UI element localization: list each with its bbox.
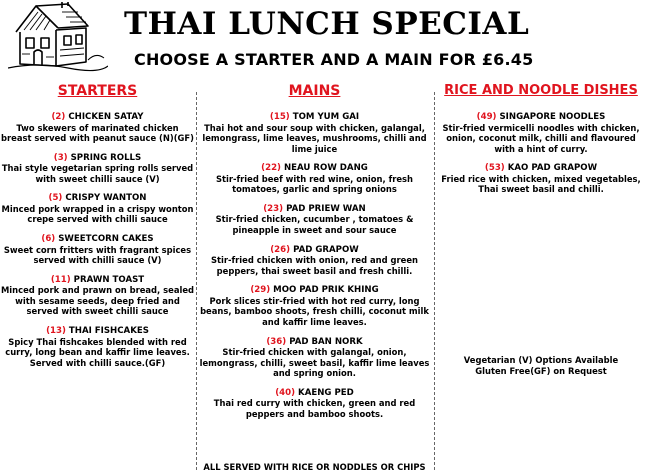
starters-heading: STARTERS xyxy=(57,83,138,99)
house-sketch-icon xyxy=(8,2,108,72)
menu-item xyxy=(197,285,432,327)
menu-item xyxy=(197,388,432,420)
item-number: (29) xyxy=(250,285,271,296)
menu-item xyxy=(0,326,195,368)
menu-item xyxy=(197,163,432,195)
item-number: (22) xyxy=(261,163,281,174)
item-description: Spicy Thai fishcakes blended with red curry, long bean and kaffir lime leaves. Served with chilli sauce.(GF) xyxy=(5,336,190,368)
item-number: (15) xyxy=(269,112,290,122)
item-number: (53) xyxy=(484,163,505,174)
menu-item xyxy=(0,112,195,144)
item-name: PAD PRIEW WAN xyxy=(286,203,366,214)
item-name: NEAU ROW DANG xyxy=(283,163,368,174)
item-description: Two skewers of marinated chicken breast served with peanut sauce (N)(GF) xyxy=(1,122,194,144)
menu-item xyxy=(0,153,195,185)
page-subtitle: CHOOSE A STARTER AND A MAIN FOR £6.45 xyxy=(134,50,534,69)
item-name: KAENG PED xyxy=(298,387,354,398)
menu-item xyxy=(197,245,432,277)
mains-column xyxy=(197,82,432,429)
mains-heading: MAINS xyxy=(288,83,341,99)
vegetarian-note: Vegetarian (V) Options Available xyxy=(463,355,619,365)
item-name: KAO PAD GRAPOW xyxy=(507,163,598,174)
item-number: (13) xyxy=(46,326,66,337)
item-description: Stir-fried beef with red wine, onion, fresh tomatoes, garlic and spring onions xyxy=(215,173,414,195)
item-name: SWEETCORN CAKES xyxy=(58,234,154,245)
item-name: TOM YUM GAI xyxy=(292,112,360,122)
item-description: Fried rice with chicken, mixed vegetables, Thai sweet basil and chilli. xyxy=(441,173,641,195)
item-description: Thai style vegetarian spring rolls served with sweet chilli sauce (V) xyxy=(1,163,194,184)
item-name: PRAWN TOAST xyxy=(73,274,145,285)
served-with-note: ALL SERVED WITH RICE OR NODDLES OR CHIPS xyxy=(203,462,426,472)
item-number: (6) xyxy=(41,234,56,245)
item-number: (49) xyxy=(476,112,497,122)
menu-item xyxy=(197,204,432,236)
item-number: (2) xyxy=(51,112,66,122)
item-description: Minced pork wrapped in a crispy wonton crepe served with chilli sauce xyxy=(1,203,194,225)
rice-noodle-column xyxy=(437,82,645,204)
item-description: Stir-fried vermicelli noodles with chicken, onion, coconut milk, chilli and flavoured with a hint of curry. xyxy=(442,122,640,154)
menu-item xyxy=(0,234,195,266)
menu-item xyxy=(197,337,432,379)
item-number: (11) xyxy=(50,274,71,285)
item-description: Stir-fried chicken, cucumber , tomatoes & pineapple in sweet and sour sauce xyxy=(215,214,414,236)
menu-item xyxy=(437,163,645,195)
item-name: MOO PAD PRIK KHING xyxy=(273,285,379,296)
gluten-free-note: Gluten Free(GF) on Request xyxy=(475,366,607,376)
item-name: CRISPY WANTON xyxy=(65,193,147,204)
item-name: PAD BAN NORK xyxy=(289,336,363,347)
item-number: (36) xyxy=(266,336,287,347)
item-number: (40) xyxy=(275,387,296,398)
item-description: Thai red curry with chicken, green and red peppers and bamboo shoots. xyxy=(213,398,416,419)
item-name: SPRING ROLLS xyxy=(70,152,142,163)
starters-column xyxy=(0,82,195,377)
item-description: Thai hot and sour soup with chicken, galangal, lemongrass, lime leaves, mushrooms, chilli and lime juice xyxy=(202,122,427,154)
menu-item xyxy=(437,112,645,154)
page-title: THAI LUNCH SPECIAL xyxy=(124,6,530,42)
item-number: (26) xyxy=(270,244,291,255)
item-description: Stir-fried chicken with onion, red and green peppers, thai sweet basil and fresh chilli. xyxy=(211,255,418,276)
item-description: Minced pork and prawn on bread, sealed with sesame seeds, deep fried and served with sweet chilli sauce xyxy=(0,285,195,317)
item-name: THAI FISHCAKES xyxy=(68,326,149,337)
item-description: Sweet corn fritters with fragrant spices served with chilli sauce (V) xyxy=(3,244,192,266)
item-name: SINGAPORE NOODLES xyxy=(499,112,606,122)
item-name: PAD GRAPOW xyxy=(293,244,359,255)
menu-item xyxy=(197,112,432,154)
menu-item xyxy=(0,193,195,225)
column-divider-right xyxy=(434,92,435,470)
item-number: (23) xyxy=(263,203,284,214)
item-number: (5) xyxy=(48,193,63,204)
item-description: Pork slices stir-fried with hot red curry, long beans, bamboo shoots, fresh chilli, coconut milk and kaffir lime leaves. xyxy=(200,295,429,328)
item-name: CHICKEN SATAY xyxy=(68,112,144,122)
menu-item xyxy=(0,275,195,317)
dietary-note xyxy=(437,355,645,377)
item-number: (3) xyxy=(53,152,68,163)
item-description: Stir-fried chicken with galangal, onion, lemongrass, chilli, sweet basil, kaffir lime leaves and spring onion. xyxy=(199,347,430,379)
rice-noodle-heading: RICE AND NOODLE DISHES xyxy=(444,83,638,98)
